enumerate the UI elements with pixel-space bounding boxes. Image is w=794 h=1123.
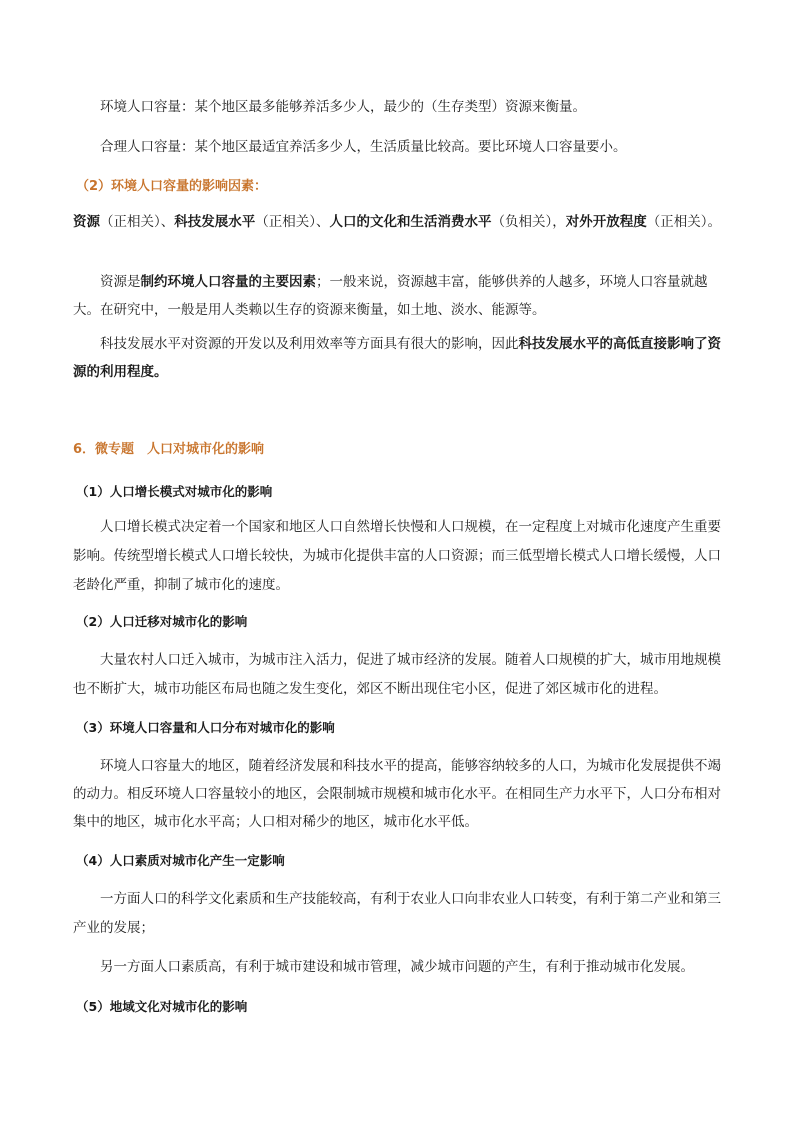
paragraph-reasonable-capacity: 合理人口容量：某个地区最适宜养活多少人，生活质量比较高。要比环境人口容量要小。	[100, 139, 627, 155]
text-run: ；一般来说，资源越丰富，能够供养的人越多，环境人口容量就越大。在研究中，一般是用人类赖以生存的资源来衡量，如土地、淡水、能源等。	[73, 274, 708, 318]
heading-capacity-factors: （2）环境人口容量的影响因素：	[76, 179, 268, 194]
factor-culture-consumption: 人口的文化和生活消费水平	[329, 214, 492, 230]
paragraph-quality-two: 另一方面人口素质高，有利于城市建设和城市管理，减少城市问题的产生，有利于推动城市化发展。	[100, 959, 694, 975]
factor-text: （负相关），	[491, 214, 566, 230]
paragraph-environment-capacity: 环境人口容量：某个地区最多能够养活多少人，最少的（生存类型）资源来衡量。	[100, 99, 586, 115]
paragraph-capacity-factors	[73, 209, 723, 235]
paragraph-quality-one: 一方面人口的科学文化素质和生产技能较高，有利于农业人口向非农业人口转变，有利于第二产业和第三产业的发展；	[73, 891, 721, 936]
paragraph-capacity-distribution: 环境人口容量大的地区，随着经济发展和科技水平的提高，能够容纳较多的人口，为城市化发展提供不竭的动力。相反环境人口容量较小的地区，会限制城市规模和城市化水平。在相同生产力水平下，人口分布相对集中的地区，城市化水平高；人口相对稀少的地区，城市化水平低。	[73, 758, 721, 830]
text-run: 科技发展水平对资源的开发以及利用效率等方面具有很大的影响，因此	[100, 336, 519, 352]
subheading-capacity-distribution: （3）环境人口容量和人口分布对城市化的影响	[76, 720, 335, 735]
subheading-growth-model: （1）人口增长模式对城市化的影响	[76, 484, 273, 499]
emphasis-technology-impact: 科技发展水平的高低直接影响了资源的利用程度。	[73, 336, 721, 380]
subheading-migration: （2）人口迁移对城市化的影响	[76, 614, 248, 629]
text-run: 资源是	[100, 274, 141, 290]
factor-resource: 资源	[73, 214, 100, 230]
factor-text: （正相关）。	[646, 214, 721, 230]
emphasis-main-factor: 制约环境人口容量的主要因素	[140, 274, 316, 290]
paragraph-migration: 大量农村人口迁入城市，为城市注入活力，促进了城市经济的发展。随着人口规模的扩大，城市用地规模也不断扩大，城市功能区布局也随之发生变化，郊区不断出现住宅小区，促进了郊区城市化的进程。	[73, 652, 721, 697]
paragraph-growth-model: 人口增长模式决定着一个国家和地区人口自然增长快慢和人口规模，在一定程度上对城市化速度产生重要影响。传统型增长模式人口增长较快，为城市化提供丰富的人口资源；而三低型增长模式人口增长缓慢，人口老龄化严重，抑制了城市化的速度。	[73, 519, 721, 593]
subheading-population-quality: （4）人口素质对城市化产生一定影响	[76, 853, 285, 868]
factor-openness: 对外开放程度	[565, 214, 647, 230]
paragraph-resource	[73, 268, 723, 324]
subheading-regional-culture: （5）地域文化对城市化的影响	[76, 999, 248, 1014]
factor-text: （正相关）、	[255, 214, 330, 230]
factor-text: （正相关）、	[100, 214, 175, 230]
paragraph-technology	[73, 330, 723, 386]
factor-technology: 科技发展水平	[174, 214, 256, 230]
section-title-urbanization: 6．微专题 人口对城市化的影响	[73, 442, 265, 457]
